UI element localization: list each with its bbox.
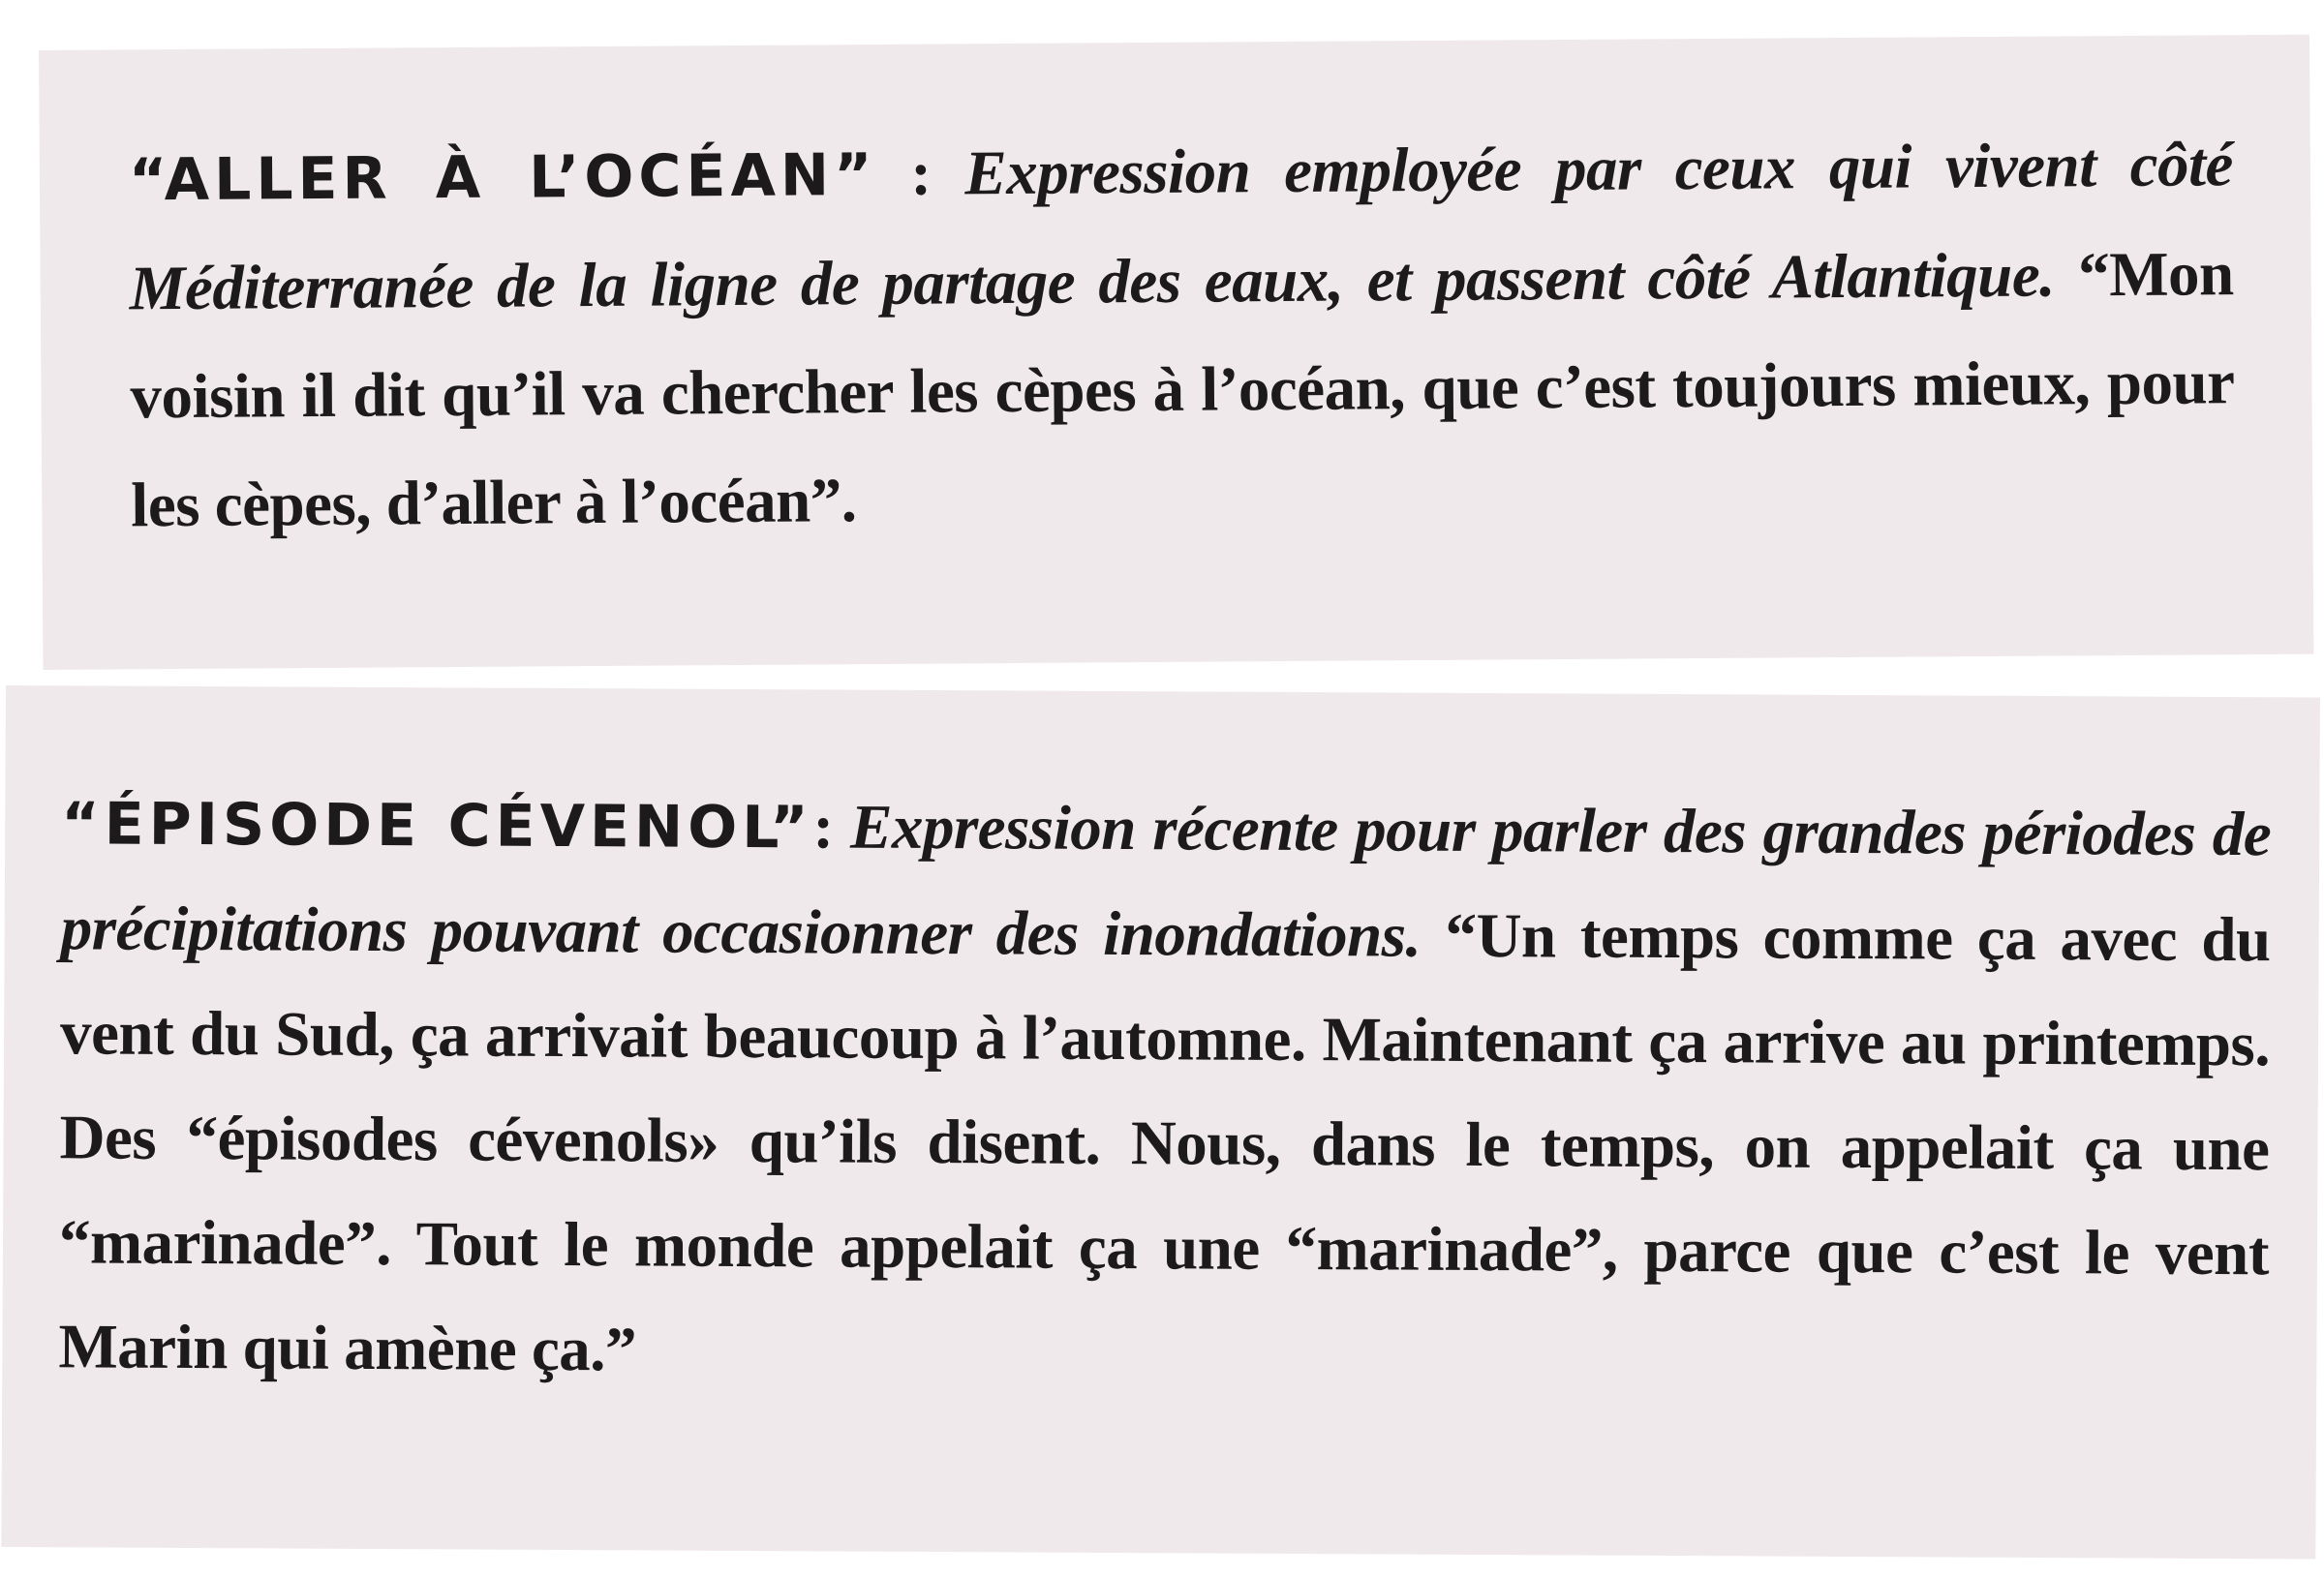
entry-definition: Expression employée par ceux qui vivent côté Méditerranée de la ligne de partage des eaux, et passent côté Atlantique. [129,130,2234,324]
entry-separator: : [876,138,965,209]
glossary-entry [129,110,2236,560]
entry-separator: : [812,792,851,863]
entry-definition: Expression récente pour parler des grandes périodes de précipitations pouvant occasionner des inondations. [60,792,2272,971]
entry-quote: “Mon voisin il dit qu’il va chercher les cèpes à l’océan, que c’est toujours mieux, pour les cèpes, d’aller à l’océan”. [130,239,2235,541]
entry-term: “ÉPISODE CÉVENOL” [61,790,813,863]
glossary-card-aller-a-locean [39,35,2313,670]
glossary-entry [58,771,2271,1410]
glossary-card-episode-cevenol [1,685,2320,1560]
entry-quote: “Un temps comme ça avec du vent du Sud, ça arrivait beaucoup à l’automne. Maintenant ça arrive au printemps. Des “épisodes cévenols» qu’ils disent. Nous, dans le temps, on appelait ça une “marinade”. Tout le monde appelait ça une “marinade”, parce que c’est le vent Marin qui amène ça.” [58,900,2271,1385]
entry-term: “ALLER À L’OCÉAN” [128,140,877,215]
